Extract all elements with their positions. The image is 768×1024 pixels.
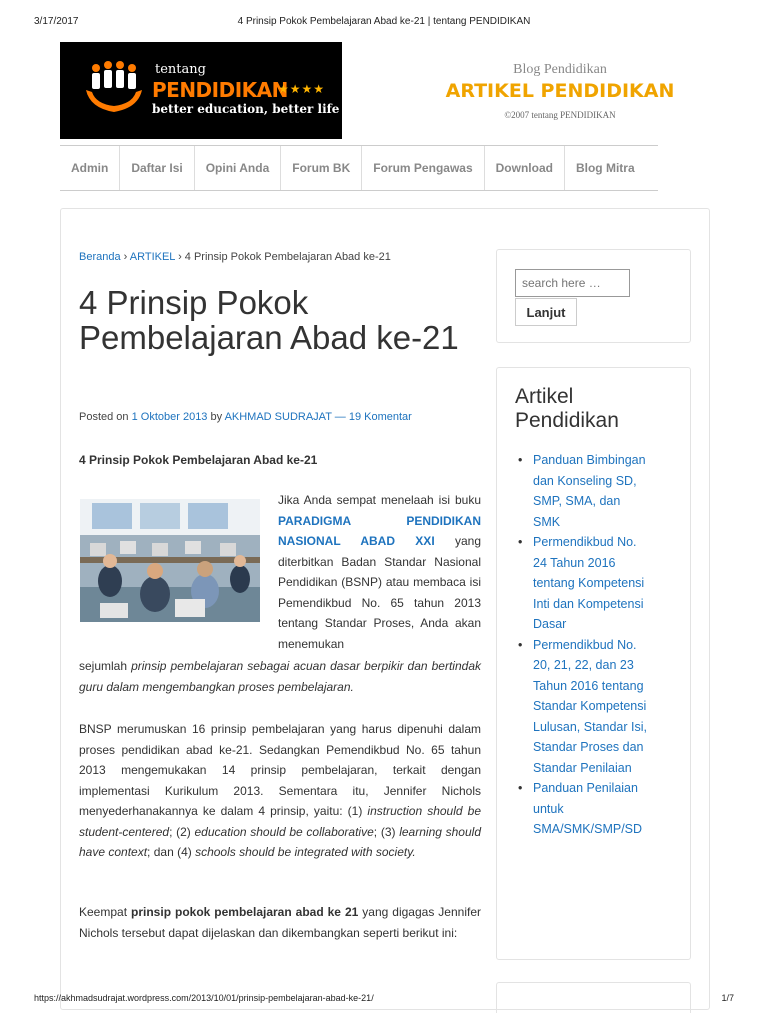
para2-text-c: ; (3) — [373, 824, 400, 839]
sidebar-widget-next — [496, 982, 691, 1013]
blog-title[interactable]: ARTIKEL PENDIDIKAN — [445, 80, 675, 102]
para3-bold: prinsip pokok pembelajaran abad ke 21 — [131, 905, 359, 919]
principle-1: instruction should be student-centered — [79, 804, 481, 839]
post-meta — [79, 411, 412, 423]
meta-posted-on: Posted on — [79, 411, 132, 423]
nav-download[interactable]: Download — [485, 146, 565, 190]
breadcrumb-separator: › — [120, 251, 130, 263]
print-page-number: 1/7 — [721, 993, 734, 1003]
blog-subtitle: Blog Pendidikan — [513, 62, 607, 77]
post-heading: 4 Prinsip Pokok Pembelajaran Abad ke-21 — [79, 453, 318, 467]
print-url: https://akhmadsudrajat.wordpress.com/2013/10/01/prinsip-pembelajaran-abad-ke-21/ — [34, 993, 374, 1003]
people-hands-icon — [84, 60, 144, 120]
artikel-list — [515, 450, 650, 840]
search-submit-button[interactable]: Lanjut — [515, 298, 577, 326]
logo-stars: ★★★★ — [278, 82, 326, 96]
post-date-link[interactable]: 1 Oktober 2013 — [131, 411, 208, 423]
breadcrumb-category[interactable]: ARTIKEL — [129, 251, 176, 263]
print-title: 4 Prinsip Pokok Pembelajaran Abad ke-21 | tentang PENDIDIKAN — [237, 16, 531, 27]
para3-text-a: Keempat — [79, 905, 132, 919]
principle-2: education should be collaborative — [194, 824, 374, 839]
para2-text-b: ; (2) — [169, 824, 195, 839]
post-comments-link[interactable]: 19 Komentar — [348, 411, 412, 423]
intro-tail-italic: prinsip pembelajaran sebagai acuan dasar berpikir dan bertindak guru dalam mengembangkan proses pembelajaran. — [79, 659, 481, 694]
post-title: 4 Prinsip Pokok Pembelajaran Abad ke-21 — [79, 284, 459, 356]
artikel-item-panduan-penilaian[interactable]: • Panduan Penilaian untuk SMA/SMK/SMP/SD — [515, 778, 650, 840]
post-author-link[interactable]: AKHMAD SUDRAJAT — [224, 411, 332, 423]
para3-text-b: yang digagas Jennifer Nichols tersebut dapat dijelaskan dan dikembangkan seperti berikut ini: — [79, 905, 481, 940]
nav-opini-anda[interactable]: Opini Anda — [195, 146, 282, 190]
intro-text-a: Jika Anda sempat menelaah isi buku — [278, 493, 481, 507]
logo-tentang: tentang — [155, 62, 206, 77]
artikel-item-bk[interactable]: • Panduan Bimbingan dan Konseling SD, SMP, SMA, dan SMK — [515, 450, 650, 532]
nav-blog-mitra[interactable]: Blog Mitra — [575, 161, 635, 175]
search-input[interactable] — [515, 269, 630, 297]
principle-3: learning should have context — [79, 824, 481, 859]
breadcrumb-home[interactable]: Beranda — [79, 251, 121, 263]
meta-by: by — [207, 411, 225, 423]
intro-tail-plain: sejumlah — [79, 659, 132, 673]
site-logo[interactable] — [60, 42, 342, 139]
para2-text-d: ; dan (4) — [147, 845, 196, 859]
paragraph-principles — [79, 719, 481, 863]
nav-forum-bk[interactable]: Forum BK — [281, 146, 362, 190]
meta-dash: — — [331, 411, 349, 423]
artikel-item-permendikbud-24[interactable]: • Permendikbud No. 24 Tahun 2016 tentang Kompetensi Inti dan Kompetensi Dasar — [515, 532, 650, 635]
blog-copyright: ©2007 tentang PENDIDIKAN — [504, 110, 616, 120]
breadcrumb — [79, 251, 391, 263]
intro-paragraph — [278, 490, 481, 654]
intro-paragraph-tail — [79, 656, 481, 697]
classroom-photo — [80, 499, 260, 622]
intro-text-b: yang diterbitkan Badan Standar Nasional Pendidikan (BSNP) atau membaca isi Pemendikbud No. 65 tahun 2013 tentang Standar Proses, Anda akan menemukan — [278, 534, 481, 651]
principle-4: schools should be integrated with society. — [195, 845, 416, 859]
main-nav — [60, 145, 658, 191]
breadcrumb-separator: › — [175, 251, 185, 263]
nav-admin[interactable]: Admin — [60, 146, 120, 190]
breadcrumb-current: 4 Prinsip Pokok Pembelajaran Abad ke-21 — [184, 251, 391, 263]
logo-tagline: better education, better life — [152, 102, 340, 116]
nav-forum-pengawas[interactable]: Forum Pengawas — [362, 146, 484, 190]
artikel-widget-title: Artikel Pendidikan — [515, 385, 619, 432]
nav-daftar-isi[interactable]: Daftar Isi — [120, 146, 194, 190]
para2-text-a: BNSP merumuskan 16 prinsip pembelajaran yang harus dipenuhi dalam proses pendidikan abad ke-21. Sedangkan Pemendikbud No. 65 tahun 2013 mengemukakan 14 prinsip pembelajaran, terkait dengan implementasi Kurikulum 2013. Sementara itu, Jennifer Nichols menyederhanakannya ke dalam 4 prinsip, yaitu: (1) — [79, 722, 481, 818]
artikel-item-permendikbud-20-23[interactable]: • Permendikbud No. 20, 21, 22, dan 23 Tahun 2016 tentang Standar Kompetensi Lulusan, Standar Isi, Standar Proses dan Standar Penilaian — [515, 635, 650, 779]
paradigma-book-link[interactable]: PARADIGMA PENDIDIKAN NASIONAL ABAD XXI — [278, 513, 481, 548]
print-date: 3/17/2017 — [34, 16, 79, 27]
paragraph-keempat — [79, 902, 481, 943]
logo-name: PENDIDIKAN — [152, 78, 288, 102]
